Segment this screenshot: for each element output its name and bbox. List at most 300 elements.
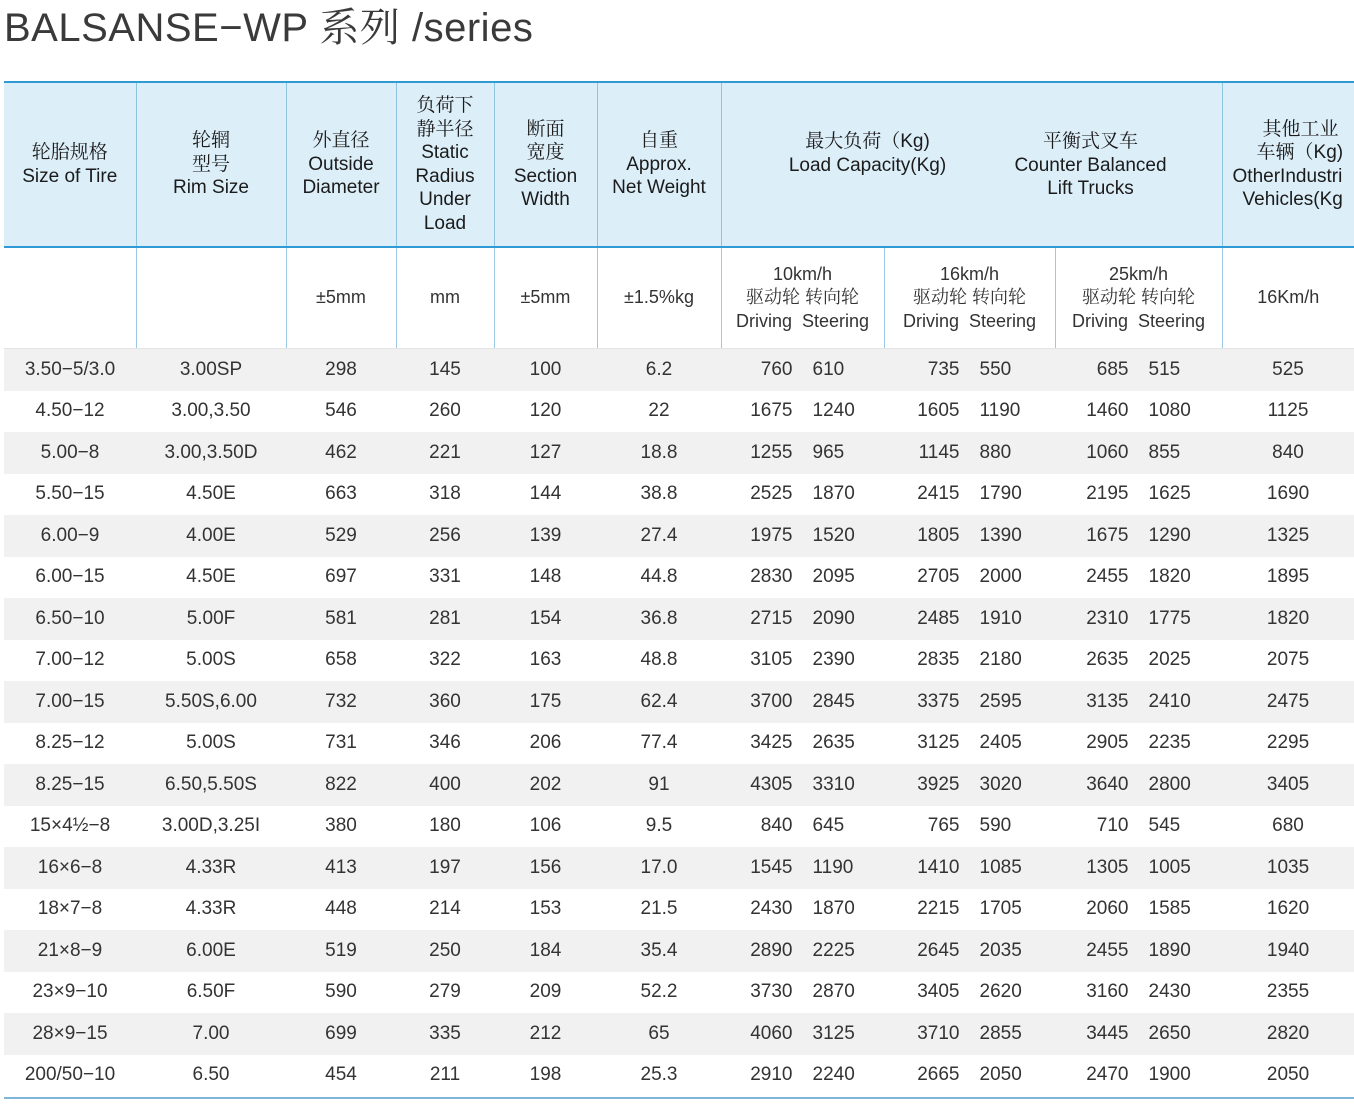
cell-rim: 3.00SP bbox=[136, 349, 286, 391]
cell-speed-16 bbox=[884, 930, 1055, 972]
driving-value: 3375 bbox=[917, 690, 960, 712]
cell-od: 697 bbox=[325, 566, 357, 588]
steering-value: 1790 bbox=[979, 483, 1022, 505]
driving-value: 1675 bbox=[1086, 524, 1129, 546]
steering-value: 1520 bbox=[812, 524, 855, 546]
cell-other: 840 bbox=[1222, 432, 1354, 474]
driving-value: 3425 bbox=[750, 732, 793, 754]
steering-value: 1775 bbox=[1148, 607, 1191, 629]
cell-sw: 120 bbox=[529, 400, 562, 422]
load-capacity-label bbox=[778, 130, 958, 177]
cell-rim: 3.00,3.50D bbox=[136, 432, 286, 474]
steering-value: 1625 bbox=[1148, 483, 1191, 505]
unit-od: ±5mm bbox=[286, 247, 396, 349]
cell-speed-16 bbox=[884, 681, 1055, 723]
cell-sw: 212 bbox=[494, 1013, 597, 1055]
cell-od: 380 bbox=[325, 815, 357, 837]
unit-other: 16Km/h bbox=[1222, 247, 1354, 349]
cell-sw: 127 bbox=[494, 432, 597, 474]
cell-sr: 281 bbox=[396, 598, 494, 640]
table-row bbox=[4, 723, 1354, 765]
speed-25-cn: 驱动轮 转向轮 bbox=[1082, 287, 1196, 308]
steering-value: 1005 bbox=[1148, 856, 1191, 878]
cell-nw: 22 bbox=[648, 400, 670, 422]
cell-speed-10 bbox=[721, 640, 884, 682]
header-size-en: Size of Tire bbox=[22, 165, 118, 187]
driving-value: 3710 bbox=[917, 1022, 960, 1044]
cell-od: 663 bbox=[325, 483, 357, 505]
steering-value: 2410 bbox=[1148, 690, 1191, 712]
cell-od: 658 bbox=[325, 649, 357, 671]
cell-rim: 6.50 bbox=[192, 1064, 230, 1086]
cell-speed-16 bbox=[884, 557, 1055, 599]
steering-value: 1080 bbox=[1148, 400, 1191, 422]
cell-sw: 154 bbox=[494, 598, 597, 640]
counter-balanced-cn: 平衡式叉车 bbox=[1042, 131, 1138, 152]
cell-od: 519 bbox=[286, 930, 396, 972]
cell-rim: 4.50E bbox=[186, 566, 236, 588]
header-other-1: 其他工业 bbox=[1262, 118, 1339, 140]
driving-value: 1305 bbox=[1086, 856, 1129, 878]
steering-value: 2095 bbox=[812, 566, 855, 588]
cell-speed-10 bbox=[721, 723, 884, 765]
steering-value: 1290 bbox=[1148, 524, 1191, 546]
steering-value: 2225 bbox=[812, 939, 855, 961]
driving-value: 1805 bbox=[917, 524, 960, 546]
cell-sw: 206 bbox=[529, 732, 562, 754]
cell-other: 2050 bbox=[1266, 1064, 1310, 1086]
cell-od: 732 bbox=[286, 681, 396, 723]
header-od-en2: Diameter bbox=[302, 177, 380, 199]
cell-speed-16 bbox=[884, 640, 1055, 682]
cell-speed-25 bbox=[1055, 515, 1222, 557]
driving-value: 1975 bbox=[750, 524, 793, 546]
driving-value: 2415 bbox=[917, 483, 960, 505]
cell-speed-10 bbox=[721, 349, 884, 391]
driving-value: 735 bbox=[927, 358, 960, 380]
cell-size: 200/50−10 bbox=[24, 1064, 116, 1086]
cell-speed-25 bbox=[1055, 847, 1222, 889]
steering-value: 1585 bbox=[1148, 898, 1191, 920]
cell-sr: 197 bbox=[396, 847, 494, 889]
driving-value: 2665 bbox=[917, 1064, 960, 1086]
steering-value: 550 bbox=[979, 358, 1012, 380]
cell-od: 546 bbox=[325, 400, 357, 422]
cell-sr: 400 bbox=[396, 764, 494, 806]
tire-spec-table bbox=[4, 81, 1354, 1096]
cell-sr: 221 bbox=[396, 432, 494, 474]
cell-sr: 318 bbox=[429, 483, 461, 505]
driving-value: 1605 bbox=[917, 400, 960, 422]
cell-speed-10 bbox=[721, 930, 884, 972]
cell-other: 2820 bbox=[1222, 1013, 1354, 1055]
cell-speed-10 bbox=[721, 889, 884, 931]
cell-speed-25 bbox=[1055, 640, 1222, 682]
unit-sr: mm bbox=[396, 247, 494, 349]
header-od-cn: 外直径 bbox=[312, 130, 370, 152]
steering-value: 1190 bbox=[979, 400, 1021, 422]
steering-value: 1240 bbox=[812, 400, 855, 422]
header-load-capacity bbox=[721, 82, 1222, 247]
cell-nw: 77.4 bbox=[640, 732, 678, 754]
cell-nw: 21.5 bbox=[640, 898, 678, 920]
steering-value: 2000 bbox=[979, 566, 1022, 588]
cell-nw: 25.3 bbox=[640, 1064, 678, 1086]
cell-size: 3.50−5/3.0 bbox=[4, 349, 136, 391]
cell-speed-25 bbox=[1055, 681, 1222, 723]
cell-nw: 27.4 bbox=[597, 515, 721, 557]
driving-value: 2705 bbox=[917, 566, 960, 588]
header-sw-1: 断面 bbox=[526, 118, 565, 140]
cell-other: 680 bbox=[1272, 815, 1304, 837]
cell-speed-10 bbox=[721, 847, 884, 889]
cell-sr: 250 bbox=[396, 930, 494, 972]
cell-sr: 346 bbox=[429, 732, 461, 754]
driving-value: 2455 bbox=[1086, 566, 1129, 588]
cell-od: 454 bbox=[325, 1064, 357, 1086]
steering-value: 1870 bbox=[812, 898, 855, 920]
cell-other: 2075 bbox=[1266, 649, 1310, 671]
speed-10-cn: 驱动轮 转向轮 bbox=[745, 287, 859, 308]
cell-od: 448 bbox=[325, 898, 357, 920]
cell-other: 2295 bbox=[1266, 732, 1310, 754]
cell-nw: 18.8 bbox=[597, 432, 721, 474]
unit-rim bbox=[136, 247, 286, 349]
cell-speed-10 bbox=[721, 806, 884, 848]
steering-value: 2025 bbox=[1148, 649, 1191, 671]
cell-sw: 198 bbox=[529, 1064, 562, 1086]
driving-value: 2525 bbox=[750, 483, 793, 505]
cell-od: 590 bbox=[325, 981, 357, 1003]
steering-value: 2180 bbox=[979, 649, 1022, 671]
table-row bbox=[4, 972, 1354, 1014]
steering-value: 2035 bbox=[979, 939, 1022, 961]
cell-nw: 52.2 bbox=[640, 981, 678, 1003]
unit-speed-25 bbox=[1055, 247, 1222, 349]
header-outside-diameter bbox=[286, 82, 396, 247]
speed-10-en: Driving Steering bbox=[735, 310, 870, 331]
counter-balanced-label bbox=[1006, 130, 1176, 201]
driving-value: 2485 bbox=[917, 607, 960, 629]
header-other-vehicles bbox=[1222, 82, 1354, 247]
cell-size: 7.00−12 bbox=[35, 649, 105, 671]
driving-value: 2310 bbox=[1086, 607, 1129, 629]
cell-speed-25 bbox=[1055, 806, 1222, 848]
cell-size: 16×6−8 bbox=[4, 847, 136, 889]
steering-value: 1890 bbox=[1148, 939, 1191, 961]
header-size-cn: 轮胎规格 bbox=[31, 142, 108, 163]
unit-speed-16 bbox=[884, 247, 1055, 349]
cell-nw: 35.4 bbox=[597, 930, 721, 972]
table-row bbox=[4, 391, 1354, 433]
driving-value: 3125 bbox=[917, 732, 960, 754]
header-static-radius bbox=[396, 82, 494, 247]
cell-sw: 106 bbox=[529, 815, 562, 837]
driving-value: 1675 bbox=[750, 400, 793, 422]
header-sr-5: Under bbox=[419, 189, 471, 210]
steering-value: 545 bbox=[1148, 815, 1181, 837]
steering-value: 590 bbox=[979, 815, 1012, 837]
cell-rim: 5.00S bbox=[186, 649, 236, 671]
cell-size: 15×4½−8 bbox=[29, 815, 111, 837]
cell-sr: 145 bbox=[396, 349, 494, 391]
cell-size: 21×8−9 bbox=[4, 930, 136, 972]
cell-speed-25 bbox=[1055, 557, 1222, 599]
table-row bbox=[4, 515, 1354, 557]
steering-value: 2235 bbox=[1148, 732, 1191, 754]
cell-sw: 184 bbox=[494, 930, 597, 972]
cell-nw: 9.5 bbox=[645, 815, 673, 837]
driving-value: 685 bbox=[1096, 358, 1129, 380]
cell-sr: 322 bbox=[429, 649, 461, 671]
counter-balanced-en1: Counter Balanced bbox=[1014, 154, 1167, 176]
header-sr-4: Radius bbox=[415, 165, 475, 187]
table-row bbox=[4, 598, 1354, 640]
cell-other: 525 bbox=[1222, 349, 1354, 391]
cell-size: 8.25−12 bbox=[35, 732, 105, 754]
steering-value: 1705 bbox=[979, 898, 1022, 920]
unit-nw: ±1.5%kg bbox=[597, 247, 721, 349]
header-sr-2: 静半径 bbox=[416, 118, 474, 140]
cell-sw: 175 bbox=[494, 681, 597, 723]
table-row bbox=[4, 681, 1354, 723]
cell-rim: 5.00S bbox=[186, 732, 236, 754]
steering-value: 2405 bbox=[979, 732, 1022, 754]
steering-value: 3020 bbox=[979, 773, 1022, 795]
header-other-2: 车辆（Kg) bbox=[1256, 142, 1344, 163]
cell-sr: 331 bbox=[429, 566, 461, 588]
cell-speed-10 bbox=[721, 474, 884, 516]
table-row bbox=[4, 930, 1354, 972]
cell-other: 1325 bbox=[1222, 515, 1354, 557]
cell-od: 731 bbox=[325, 732, 357, 754]
header-net-weight bbox=[597, 82, 721, 247]
cell-rim: 5.00F bbox=[136, 598, 286, 640]
cell-nw: 62.4 bbox=[597, 681, 721, 723]
cell-rim: 7.00 bbox=[136, 1013, 286, 1055]
steering-value: 1870 bbox=[812, 483, 855, 505]
cell-speed-16 bbox=[884, 806, 1055, 848]
driving-value: 3640 bbox=[1086, 773, 1129, 795]
cell-speed-16 bbox=[884, 723, 1055, 765]
cell-speed-25 bbox=[1055, 930, 1222, 972]
steering-value: 2855 bbox=[979, 1022, 1022, 1044]
header-other-3: OtherIndustri bbox=[1232, 165, 1343, 187]
cell-sr: 180 bbox=[429, 815, 461, 837]
counter-balanced-en2: Lift Trucks bbox=[1047, 178, 1134, 199]
driving-value: 3405 bbox=[917, 981, 960, 1003]
table-row bbox=[4, 847, 1354, 889]
table-row bbox=[4, 764, 1354, 806]
cell-speed-10 bbox=[721, 598, 884, 640]
driving-value: 1060 bbox=[1086, 441, 1129, 463]
table-bottom-rule bbox=[4, 1097, 1354, 1099]
driving-value: 1410 bbox=[917, 856, 960, 878]
cell-speed-16 bbox=[884, 764, 1055, 806]
cell-rim: 5.50S,6.00 bbox=[136, 681, 286, 723]
cell-od: 581 bbox=[286, 598, 396, 640]
cell-speed-25 bbox=[1055, 1013, 1222, 1055]
cell-nw: 44.8 bbox=[640, 566, 678, 588]
driving-value: 3730 bbox=[750, 981, 793, 1003]
cell-rim: 3.00,3.50 bbox=[171, 400, 251, 422]
steering-value: 2240 bbox=[812, 1064, 855, 1086]
driving-value: 2215 bbox=[917, 898, 960, 920]
driving-value: 765 bbox=[927, 815, 960, 837]
steering-value: 2650 bbox=[1148, 1022, 1191, 1044]
steering-value: 2620 bbox=[979, 981, 1022, 1003]
driving-value: 3925 bbox=[917, 773, 960, 795]
cell-sr: 335 bbox=[396, 1013, 494, 1055]
speed-16-en: Driving Steering bbox=[902, 310, 1037, 331]
table-row bbox=[4, 349, 1354, 391]
cell-speed-16 bbox=[884, 1055, 1055, 1097]
cell-sr: 256 bbox=[396, 515, 494, 557]
driving-value: 1460 bbox=[1086, 400, 1129, 422]
driving-value: 2890 bbox=[750, 939, 793, 961]
cell-size: 28×9−15 bbox=[4, 1013, 136, 1055]
cell-od: 822 bbox=[286, 764, 396, 806]
cell-other: 1620 bbox=[1266, 898, 1310, 920]
steering-value: 2595 bbox=[979, 690, 1022, 712]
driving-value: 710 bbox=[1096, 815, 1129, 837]
driving-value: 2905 bbox=[1086, 732, 1129, 754]
speed-25-en: Driving Steering bbox=[1071, 310, 1206, 331]
cell-speed-25 bbox=[1055, 474, 1222, 516]
cell-nw: 6.2 bbox=[597, 349, 721, 391]
driving-value: 760 bbox=[760, 358, 793, 380]
header-nw-2: Approx. bbox=[626, 153, 692, 175]
cell-speed-16 bbox=[884, 515, 1055, 557]
cell-speed-10 bbox=[721, 391, 884, 433]
cell-other: 1895 bbox=[1266, 566, 1310, 588]
cell-sr: 214 bbox=[429, 898, 461, 920]
steering-value: 1390 bbox=[979, 524, 1022, 546]
steering-value: 880 bbox=[979, 441, 1012, 463]
cell-speed-16 bbox=[884, 847, 1055, 889]
table-row bbox=[4, 1013, 1354, 1055]
cell-size: 6.50−10 bbox=[4, 598, 136, 640]
cell-size: 6.00−15 bbox=[35, 566, 105, 588]
header-sr-3: Static bbox=[421, 142, 469, 163]
table-row bbox=[4, 640, 1354, 682]
steering-value: 2635 bbox=[812, 732, 855, 754]
cell-speed-16 bbox=[884, 391, 1055, 433]
cell-speed-25 bbox=[1055, 889, 1222, 931]
cell-other: 1820 bbox=[1222, 598, 1354, 640]
driving-value: 3105 bbox=[750, 649, 793, 671]
cell-speed-10 bbox=[721, 1055, 884, 1097]
cell-od: 529 bbox=[286, 515, 396, 557]
steering-value: 610 bbox=[812, 358, 845, 380]
cell-other: 1940 bbox=[1222, 930, 1354, 972]
cell-other: 1125 bbox=[1267, 400, 1309, 422]
header-sw-2: 宽度 bbox=[526, 142, 565, 163]
header-sw-4: Width bbox=[521, 189, 570, 210]
cell-sw: 156 bbox=[494, 847, 597, 889]
unit-sw: ±5mm bbox=[494, 247, 597, 349]
cell-nw: 17.0 bbox=[597, 847, 721, 889]
cell-speed-10 bbox=[721, 681, 884, 723]
cell-nw: 48.8 bbox=[640, 649, 678, 671]
driving-value: 2060 bbox=[1086, 898, 1129, 920]
cell-rim: 4.33R bbox=[136, 847, 286, 889]
cell-speed-25 bbox=[1055, 598, 1222, 640]
cell-other: 2475 bbox=[1222, 681, 1354, 723]
page-title: BALSANSE−WP 系列 /series bbox=[4, 6, 534, 50]
driving-value: 2645 bbox=[917, 939, 960, 961]
cell-size: 5.50−15 bbox=[35, 483, 105, 505]
header-row bbox=[4, 82, 1354, 247]
steering-value: 1820 bbox=[1148, 566, 1191, 588]
header-rim-cn1: 轮辋 bbox=[191, 130, 230, 152]
cell-od: 699 bbox=[286, 1013, 396, 1055]
cell-rim: 3.00D,3.25I bbox=[161, 815, 261, 837]
cell-speed-10 bbox=[721, 764, 884, 806]
cell-other: 1035 bbox=[1222, 847, 1354, 889]
driving-value: 1545 bbox=[750, 856, 793, 878]
cell-sr: 260 bbox=[429, 400, 461, 422]
driving-value: 4305 bbox=[750, 773, 793, 795]
steering-value: 1190 bbox=[812, 856, 854, 878]
table-row bbox=[4, 889, 1354, 931]
speed-16-label: 16km/h bbox=[939, 263, 1000, 284]
load-capacity-cn: 最大负荷（Kg) bbox=[805, 131, 930, 152]
steering-value: 2800 bbox=[1148, 773, 1191, 795]
driving-value: 4060 bbox=[750, 1022, 793, 1044]
cell-rim: 4.50E bbox=[186, 483, 236, 505]
cell-size: 4.50−12 bbox=[35, 400, 105, 422]
speed-16-cn: 驱动轮 转向轮 bbox=[912, 287, 1026, 308]
cell-rim: 4.00E bbox=[136, 515, 286, 557]
driving-value: 3700 bbox=[750, 690, 793, 712]
driving-value: 840 bbox=[760, 815, 793, 837]
table-row bbox=[4, 432, 1354, 474]
steering-value: 645 bbox=[812, 815, 845, 837]
cell-other: 1690 bbox=[1266, 483, 1310, 505]
driving-value: 2455 bbox=[1086, 939, 1129, 961]
unit-speed-10 bbox=[721, 247, 884, 349]
unit-size bbox=[4, 247, 136, 349]
cell-speed-16 bbox=[884, 889, 1055, 931]
cell-sw: 100 bbox=[494, 349, 597, 391]
cell-sw: 153 bbox=[529, 898, 562, 920]
cell-sw: 148 bbox=[529, 566, 562, 588]
driving-value: 3135 bbox=[1086, 690, 1129, 712]
steering-value: 855 bbox=[1148, 441, 1181, 463]
cell-speed-16 bbox=[884, 598, 1055, 640]
steering-value: 2430 bbox=[1148, 981, 1191, 1003]
cell-speed-10 bbox=[721, 432, 884, 474]
cell-speed-25 bbox=[1055, 972, 1222, 1014]
cell-sr: 360 bbox=[396, 681, 494, 723]
cell-speed-16 bbox=[884, 474, 1055, 516]
cell-speed-25 bbox=[1055, 764, 1222, 806]
steering-value: 965 bbox=[812, 441, 845, 463]
cell-size: 7.00−15 bbox=[4, 681, 136, 723]
driving-value: 1255 bbox=[750, 441, 793, 463]
cell-sw: 202 bbox=[494, 764, 597, 806]
cell-size: 18×7−8 bbox=[37, 898, 103, 920]
cell-speed-16 bbox=[884, 432, 1055, 474]
units-row bbox=[4, 247, 1354, 349]
cell-nw: 38.8 bbox=[640, 483, 678, 505]
cell-rim: 4.33R bbox=[185, 898, 237, 920]
cell-other: 3405 bbox=[1222, 764, 1354, 806]
driving-value: 2910 bbox=[750, 1064, 793, 1086]
driving-value: 3445 bbox=[1086, 1022, 1129, 1044]
driving-value: 1145 bbox=[918, 441, 960, 463]
